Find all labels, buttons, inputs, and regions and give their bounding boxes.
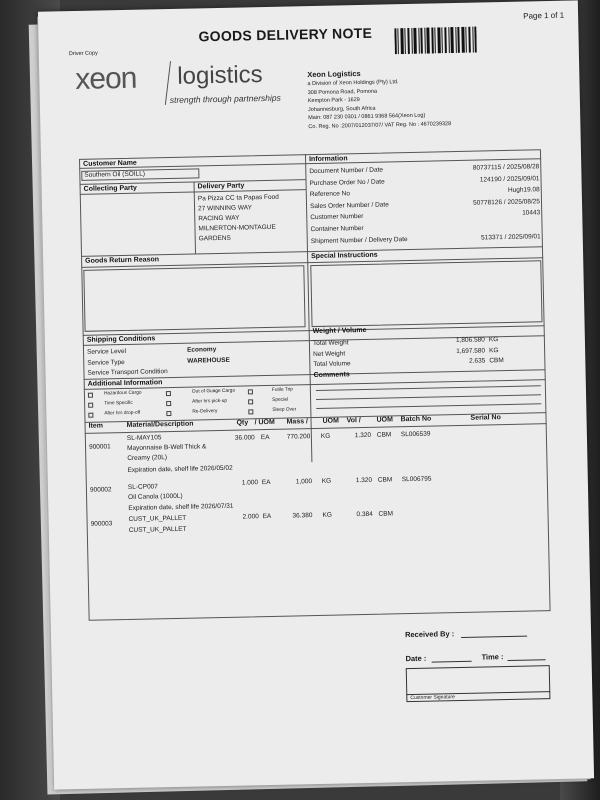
delivery-note-sheet <box>38 0 594 789</box>
customer-name-label: Customer Name <box>83 159 137 168</box>
logo-logistics: logistics <box>177 61 263 90</box>
barcode-icon <box>394 27 477 55</box>
info-row-shipment: Shipment Number / Delivery Date 513371 / 2025/09/01 <box>310 232 541 245</box>
info-row-reference: Reference No Hugh19.08 <box>309 186 540 199</box>
table-row: 900002 SL-CP007 Oil Canola (1000L) Expiration date, shelf life 2026/07/31 1.000 EA 1,000 KG 1.320 CBM SL006795 <box>89 475 432 512</box>
logo-tagline: strength through partnerships <box>169 92 281 105</box>
goods-return-label: Goods Return Reason <box>85 256 160 265</box>
shipping-conditions-label: Shipping Conditions <box>86 335 156 344</box>
table-row: 900003 CUST_UK_PALLET CUST_UK_PALLET 2.000 EA 36.380 KG 0.384 CBM <box>90 510 394 534</box>
customer-signature-label: Customer Signature <box>410 694 455 702</box>
shipping-rows: Service Level Economy Service Type WAREHOUSE Service Transport Condition <box>86 346 230 377</box>
sleep-over-checkbox[interactable] <box>248 409 253 414</box>
hazardous-checkbox[interactable] <box>88 393 93 398</box>
delivery-party-label: Delivery Party <box>197 182 245 191</box>
logo-xeon: xeon <box>74 61 137 96</box>
collecting-party-label: Collecting Party <box>83 184 138 193</box>
info-row-customer-number: Customer Number 10443 <box>310 209 541 222</box>
table-row: 900001 SL-MAY105 Mayonnaise B-Well Thick & Creamy (20L) Expiration date, shelf life 2026/05/02 36.000 EA 770.200 KG 1.320 CBM SL006539 <box>88 430 431 474</box>
date-field[interactable] <box>432 661 472 663</box>
company-name: Xeon Logistics <box>307 68 361 80</box>
info-row-purchase-order: Purchase Order No / Date 124190 / 2025/09/01 <box>309 174 540 187</box>
additional-information-label: Additional Information <box>87 379 163 388</box>
company-address: a Division of Xeon Holdings (Pty) Ltd. 308 Pomona Road, Pomona Kempton Park - 1629 Johannesburg, South Africa Main: 087 230 0301 / 0861 9368 564(Xeon Log) Co. Reg. No :2007/012037/07/ VAT Reg. No : 4670239328 <box>307 79 452 131</box>
received-by-label: Received By : <box>404 629 455 640</box>
page-number: Page 1 of 1 <box>523 10 565 21</box>
date-label: Date : <box>405 653 427 664</box>
after-hrs-pickup-checkbox[interactable] <box>166 401 171 406</box>
information-rows <box>309 161 541 247</box>
delivery-party-address: Pa Pizza CC ta Papas Food 27 WINNING WAY RACING WAY MILNERTON-MONTAGUE GARDENS <box>197 193 279 243</box>
special-instructions-label: Special Instructions <box>311 251 378 261</box>
futile-trip-checkbox[interactable] <box>248 389 253 394</box>
time-label: Time : <box>481 652 504 662</box>
time-specific-checkbox[interactable] <box>88 403 93 408</box>
info-row-sales-order: Sales Order Number / Date 50778126 / 2025/08/25 <box>309 198 541 210</box>
items-table-header: Item Material/Description Qty / UOM Mass / UOM Vol / UOM Batch No Serial No <box>88 414 501 430</box>
special-checkbox[interactable] <box>248 399 253 404</box>
goods-return-field <box>83 265 305 332</box>
additional-options: Hazardous Cargo Out of Guage Cargo Futile Trip Time Specific After hrs pick-up Special After hrs drop-off Re-Delivery Sleep Over <box>88 387 309 422</box>
time-field[interactable] <box>508 659 546 661</box>
information-label: Information <box>308 155 348 164</box>
weight-rows: Total Weight 1,806.580 KG Net Weight 1,697.580 KG Total Volume 2.635 CBM <box>312 336 504 369</box>
re-delivery-checkbox[interactable] <box>166 411 171 416</box>
copy-label: Driver Copy <box>68 50 98 58</box>
received-by-field[interactable] <box>461 636 527 638</box>
comments-label: Comments <box>313 371 350 380</box>
document-title: GOODS DELIVERY NOTE <box>198 24 373 45</box>
info-row-container: Container Number <box>310 224 364 234</box>
special-instructions-field <box>310 260 542 327</box>
info-row-document: Document Number / Date 80737115 / 2025/08/28 <box>309 163 540 176</box>
out-of-gauge-checkbox[interactable] <box>166 391 171 396</box>
after-hrs-dropoff-checkbox[interactable] <box>88 413 93 418</box>
customer-name-value: Southern Oil (SOILL) <box>84 170 146 179</box>
weight-volume-label: Weight / Volume <box>312 326 367 336</box>
